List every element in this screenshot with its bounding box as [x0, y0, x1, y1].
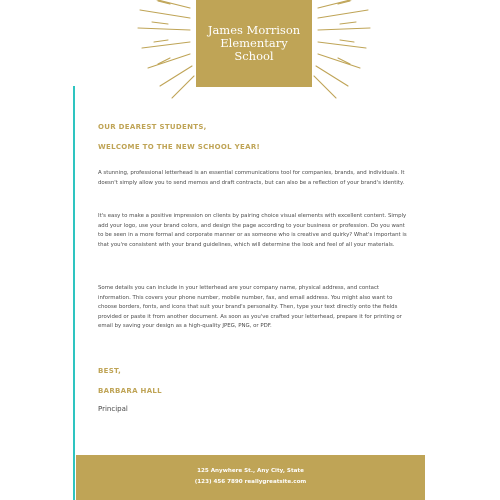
school-name-line-3: School — [234, 49, 274, 63]
school-name-line-2: Elementary — [220, 36, 288, 50]
school-name-line-1: James Morrison — [207, 23, 301, 37]
signer-name: BARBARA HALL — [98, 387, 162, 395]
footer-contact: (123) 456 7890 reallygreatsite.com — [194, 479, 307, 485]
greeting-line-1: OUR DEAREST STUDENTS, — [98, 123, 207, 131]
footer-bar — [76, 455, 425, 500]
body-paragraph-3: Some details you can include in your letterhead are your company name, physical address, and contact information. This covers your phone number, mobile number, fax, and email address. You might also want to choose borders, fonts, and icons that suit your brand's personality. Then, type your text directly onto the fields provided or paste it from another document. As soon as you've crafted your letterhead, prepare it for printing or email by saving your design as a high-quality JPEG, PNG, or PDF. — [98, 285, 402, 330]
greeting-line-2: WELCOME TO THE NEW SCHOOL YEAR! — [98, 143, 261, 151]
footer-address: 125 Anywhere St., Any City, State — [197, 468, 304, 474]
body-paragraph-1: A stunning, professional letterhead is an essential communications tool for companies, brands, and individuals. It doesn't simply allow you to send memos and draft contracts, but can also be a reflection of your brand's identity. — [98, 170, 405, 186]
closing-text: BEST, — [98, 367, 122, 375]
signer-title: Principal — [98, 405, 128, 413]
school-name-header — [196, 0, 312, 87]
body-paragraph-2: It's easy to make a positive impression on clients by pairing choice visual elements with excellent content. Simply add your logo, use your brand colors, and design the page according to your business or profession. Do you want to be seen in a more formal and corporate manner or as someone who is creative and quirky? What's important is that you're consistent with your brand guidelines, which will determine the look and feel of all your materials. — [98, 213, 407, 248]
side-accent-line — [73, 86, 75, 500]
